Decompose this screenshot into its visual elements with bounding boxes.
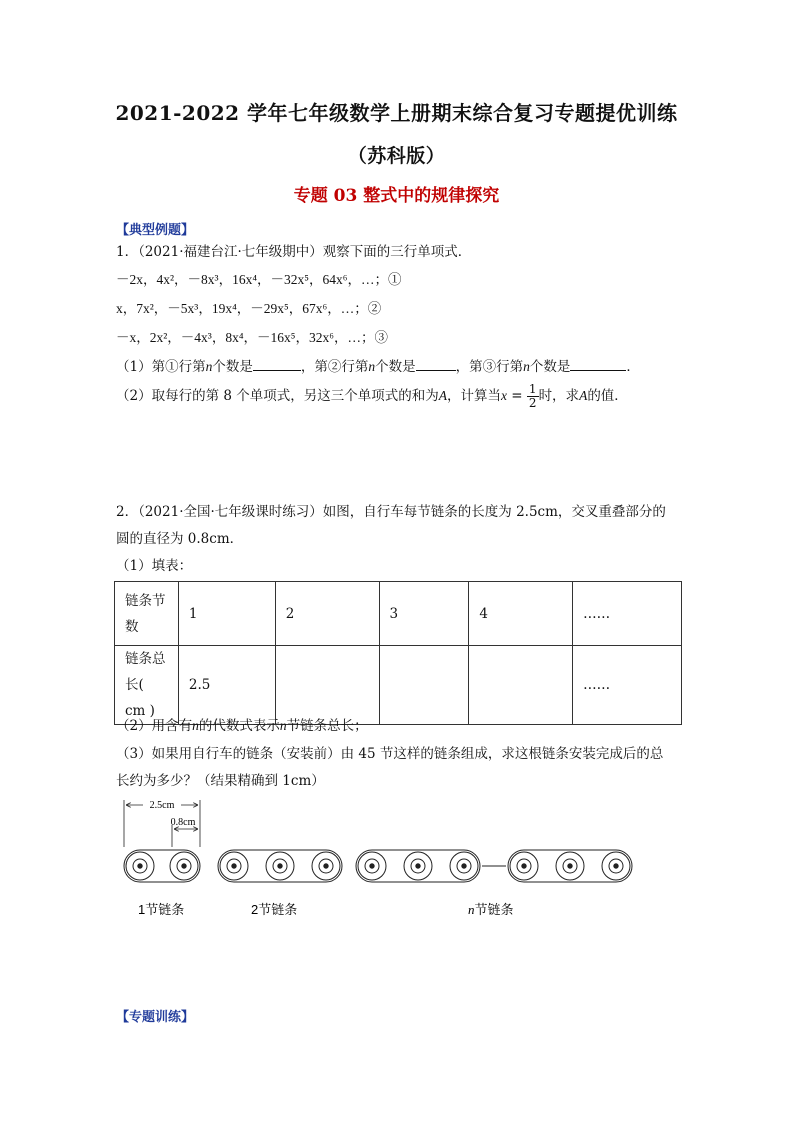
fraction-one-half bbox=[527, 383, 539, 410]
equals-sign: = bbox=[507, 388, 527, 404]
table-row bbox=[115, 582, 682, 646]
q2-part2-text-c: 节链条总长； bbox=[286, 718, 368, 734]
q1-part1 bbox=[116, 355, 640, 375]
answer-blank[interactable] bbox=[253, 356, 301, 371]
q2-part2-text-b: 的代数式表示 bbox=[198, 718, 280, 734]
header-text-2: 数 bbox=[125, 618, 139, 635]
chain-n-links bbox=[356, 850, 632, 882]
fraction-numerator: 1 bbox=[528, 382, 537, 396]
chain-one-link bbox=[124, 850, 200, 882]
table-cell-empty[interactable] bbox=[469, 646, 573, 725]
q1-part1-text-c: ，第②行第 bbox=[300, 359, 369, 375]
page-title: 2021-2022 学年七年级数学上册期末综合复习专题提优训练 bbox=[115, 101, 678, 125]
answer-blank[interactable] bbox=[570, 356, 626, 371]
topic-title: 专题 03 整式中的规律探究 bbox=[293, 186, 500, 206]
variable-n: n bbox=[205, 359, 213, 374]
dimension-0-8cm bbox=[171, 817, 198, 847]
variable-n: n bbox=[279, 718, 287, 733]
header-text-2: 长( cm ) bbox=[125, 677, 155, 719]
q1-row2: x，7x²，－5x³，19x⁴，－29x⁵，67x⁶，…；② bbox=[116, 301, 382, 316]
label-n-links-text: 节链条 bbox=[474, 902, 514, 917]
q2-intro-line2: 圆的直径为 0.8cm． bbox=[116, 531, 244, 547]
variable-n: n bbox=[468, 902, 475, 917]
variable-n: n bbox=[192, 718, 199, 733]
answer-blank[interactable] bbox=[416, 356, 456, 371]
row-header-total-length bbox=[115, 646, 179, 725]
q1-part1-text-d: 个数是 bbox=[375, 359, 416, 375]
q1-part2-text-c: 时，求 bbox=[538, 388, 580, 404]
table-cell: 4 bbox=[469, 582, 573, 646]
dimension-label: 0.8cm bbox=[170, 817, 196, 828]
q1-intro: 1．（2021·福建台江·七年级期中）观察下面的三行单项式． bbox=[116, 244, 472, 260]
q1-part2 bbox=[116, 383, 628, 410]
chain-two-links bbox=[218, 850, 342, 882]
table-cell-empty[interactable] bbox=[275, 646, 379, 725]
q1-part1-text-a: （1）第①行第 bbox=[116, 359, 206, 375]
q2-part2 bbox=[116, 714, 368, 734]
q1-part1-text-b: 个数是 bbox=[212, 359, 253, 375]
label-one-link: 1节链条 bbox=[138, 902, 185, 917]
q2-intro-line1: 2．（2021·全国·七年级课时练习）如图，自行车每节链条的长度为 2.5cm，交叉重叠部分的 bbox=[116, 504, 666, 520]
row-header-sections bbox=[115, 582, 179, 646]
table-cell-empty[interactable] bbox=[379, 646, 469, 725]
table-cell: 3 bbox=[379, 582, 469, 646]
variable-n: n bbox=[523, 359, 530, 374]
variable-a: A bbox=[579, 388, 588, 403]
q2-part1: （1）填表： bbox=[116, 558, 193, 574]
chain-length-table bbox=[114, 581, 682, 725]
q1-part2-text-d: 的值． bbox=[587, 388, 628, 404]
fraction-denominator: 2 bbox=[528, 396, 537, 410]
header-text-1: 链条总 bbox=[125, 651, 166, 667]
table-cell: …… bbox=[573, 582, 682, 646]
table-row bbox=[115, 646, 682, 725]
dimension-label: 2.5cm bbox=[149, 800, 175, 811]
q2-part3-line1: （3）如果用自行车的链条（安装前）由 45 节这样的链条组成，求这根链条安装完成后的总 bbox=[116, 746, 664, 762]
q1-part2-text-a: （2）取每行的第 8 个单项式，另这三个单项式的和为 bbox=[116, 388, 439, 404]
table-cell: …… bbox=[573, 646, 682, 725]
table-cell: 2.5 bbox=[178, 646, 275, 725]
variable-a: A bbox=[438, 388, 448, 403]
label-n-links bbox=[468, 902, 514, 917]
q1-part1-end: ． bbox=[626, 359, 640, 375]
section-training: 【专题训练】 bbox=[116, 1010, 195, 1025]
q1-row3: －x，2x²，－4x³，8x⁴，－16x⁵，32x⁶，…；③ bbox=[116, 330, 388, 345]
variable-x: x bbox=[501, 388, 508, 403]
q2-part2-text-a: （2）用含有 bbox=[116, 718, 193, 734]
q1-part2-text-b: ，计算当 bbox=[447, 388, 502, 404]
header-text-1: 链条节 bbox=[125, 592, 166, 609]
q2-part3-line2: 长约为多少？（结果精确到 1cm） bbox=[116, 773, 325, 789]
q1-part1-text-e: ，第③行第 bbox=[455, 359, 524, 375]
section-examples: 【典型例题】 bbox=[116, 223, 195, 238]
table-cell: 1 bbox=[178, 582, 275, 646]
q1-part1-text-f: 个数是 bbox=[529, 359, 571, 375]
table-cell: 2 bbox=[275, 582, 379, 646]
edition-label: （苏科版） bbox=[347, 145, 446, 167]
label-two-links: 2节链条 bbox=[251, 902, 298, 917]
variable-n: n bbox=[368, 359, 376, 374]
bicycle-chain-figure bbox=[110, 795, 650, 925]
q1-row1: －2x，4x²，－8x³，16x⁴，－32x⁵，64x⁶，…；① bbox=[116, 272, 402, 287]
